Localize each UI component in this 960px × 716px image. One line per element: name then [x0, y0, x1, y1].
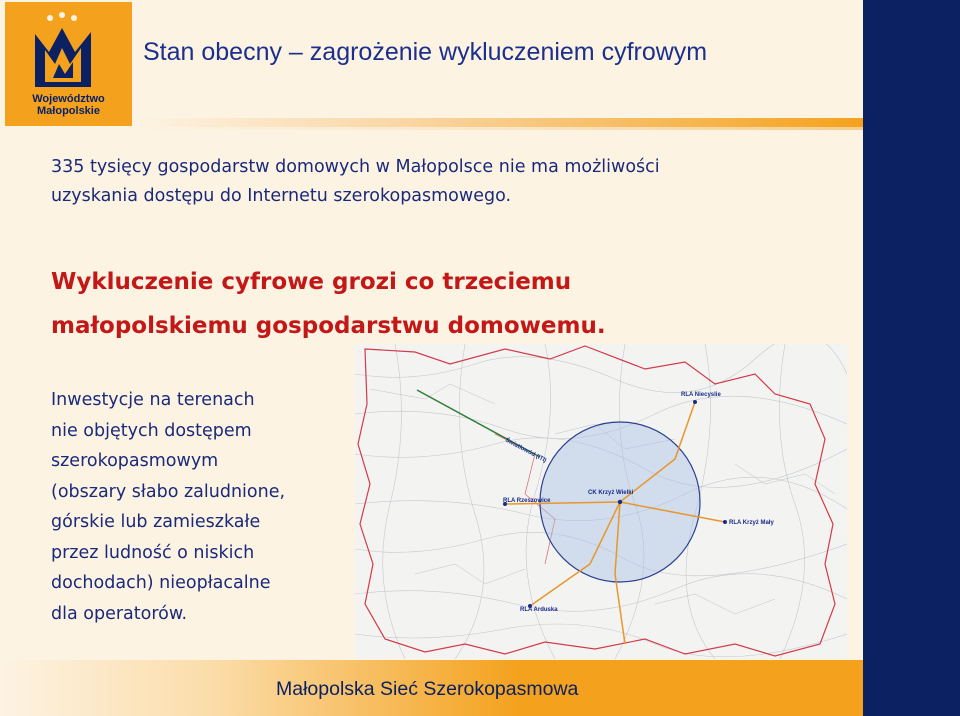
- investment-line: nie objętych dostępem: [51, 420, 252, 441]
- map-label-krzyz-maly: RLA Krzyż Mały: [729, 520, 774, 526]
- logo: [5, 2, 132, 126]
- footer-text: Małopolska Sieć Szerokopasmowa: [276, 678, 579, 700]
- investment-paragraph: [51, 385, 351, 629]
- map-label-rzeszowice: RLA Rzeszowice: [503, 498, 551, 504]
- investment-line: przez ludność o niskich: [51, 542, 255, 563]
- investment-line: górskie lub zamieszkałe: [51, 512, 261, 532]
- page-title: Stan obecny – zagrożenie wykluczeniem cyfrowym: [143, 38, 708, 66]
- right-navy-band: [863, 0, 960, 716]
- coverage-map: [355, 344, 847, 659]
- intro-line-1: 335 tysięcy gospodarstw domowych w Małopolsce nie ma możliwości: [51, 157, 660, 177]
- map-label-fiber: Światłowód (ITI): [504, 437, 548, 465]
- intro-line-2: uzyskania dostępu do Internetu szerokopasmowego.: [51, 186, 512, 206]
- logo-text: [5, 93, 132, 117]
- map-label-arduska: RLA Arduska: [520, 607, 558, 613]
- investment-line: Inwestycje na terenach: [51, 390, 255, 410]
- warning-heading: [51, 260, 851, 348]
- map-label-niecyslie: RLA Niecyslie: [681, 392, 721, 398]
- map-label-ck-krzyz: CK Krzyż Wielki: [588, 490, 634, 496]
- investment-line: dochodach) nieopłacalne: [51, 573, 271, 593]
- warning-line-1: Wykluczenie cyfrowe grozi co trzeciemu: [51, 269, 572, 295]
- logo-line-1: Województwo: [32, 93, 105, 105]
- intro-paragraph: [51, 153, 831, 211]
- coverage-map-graphic: [355, 344, 847, 659]
- logo-line-2: Małopolskie: [37, 105, 100, 117]
- investment-line: szerokopasmowym: [51, 451, 219, 471]
- crown-emblem-icon: [15, 12, 122, 90]
- warning-line-2: małopolskiemu gospodarstwu domowemu.: [51, 313, 606, 339]
- title-underline-bar: [135, 118, 863, 127]
- investment-line: (obszary słabo zaludnione,: [51, 481, 286, 502]
- investment-line: dla operatorów.: [51, 603, 188, 624]
